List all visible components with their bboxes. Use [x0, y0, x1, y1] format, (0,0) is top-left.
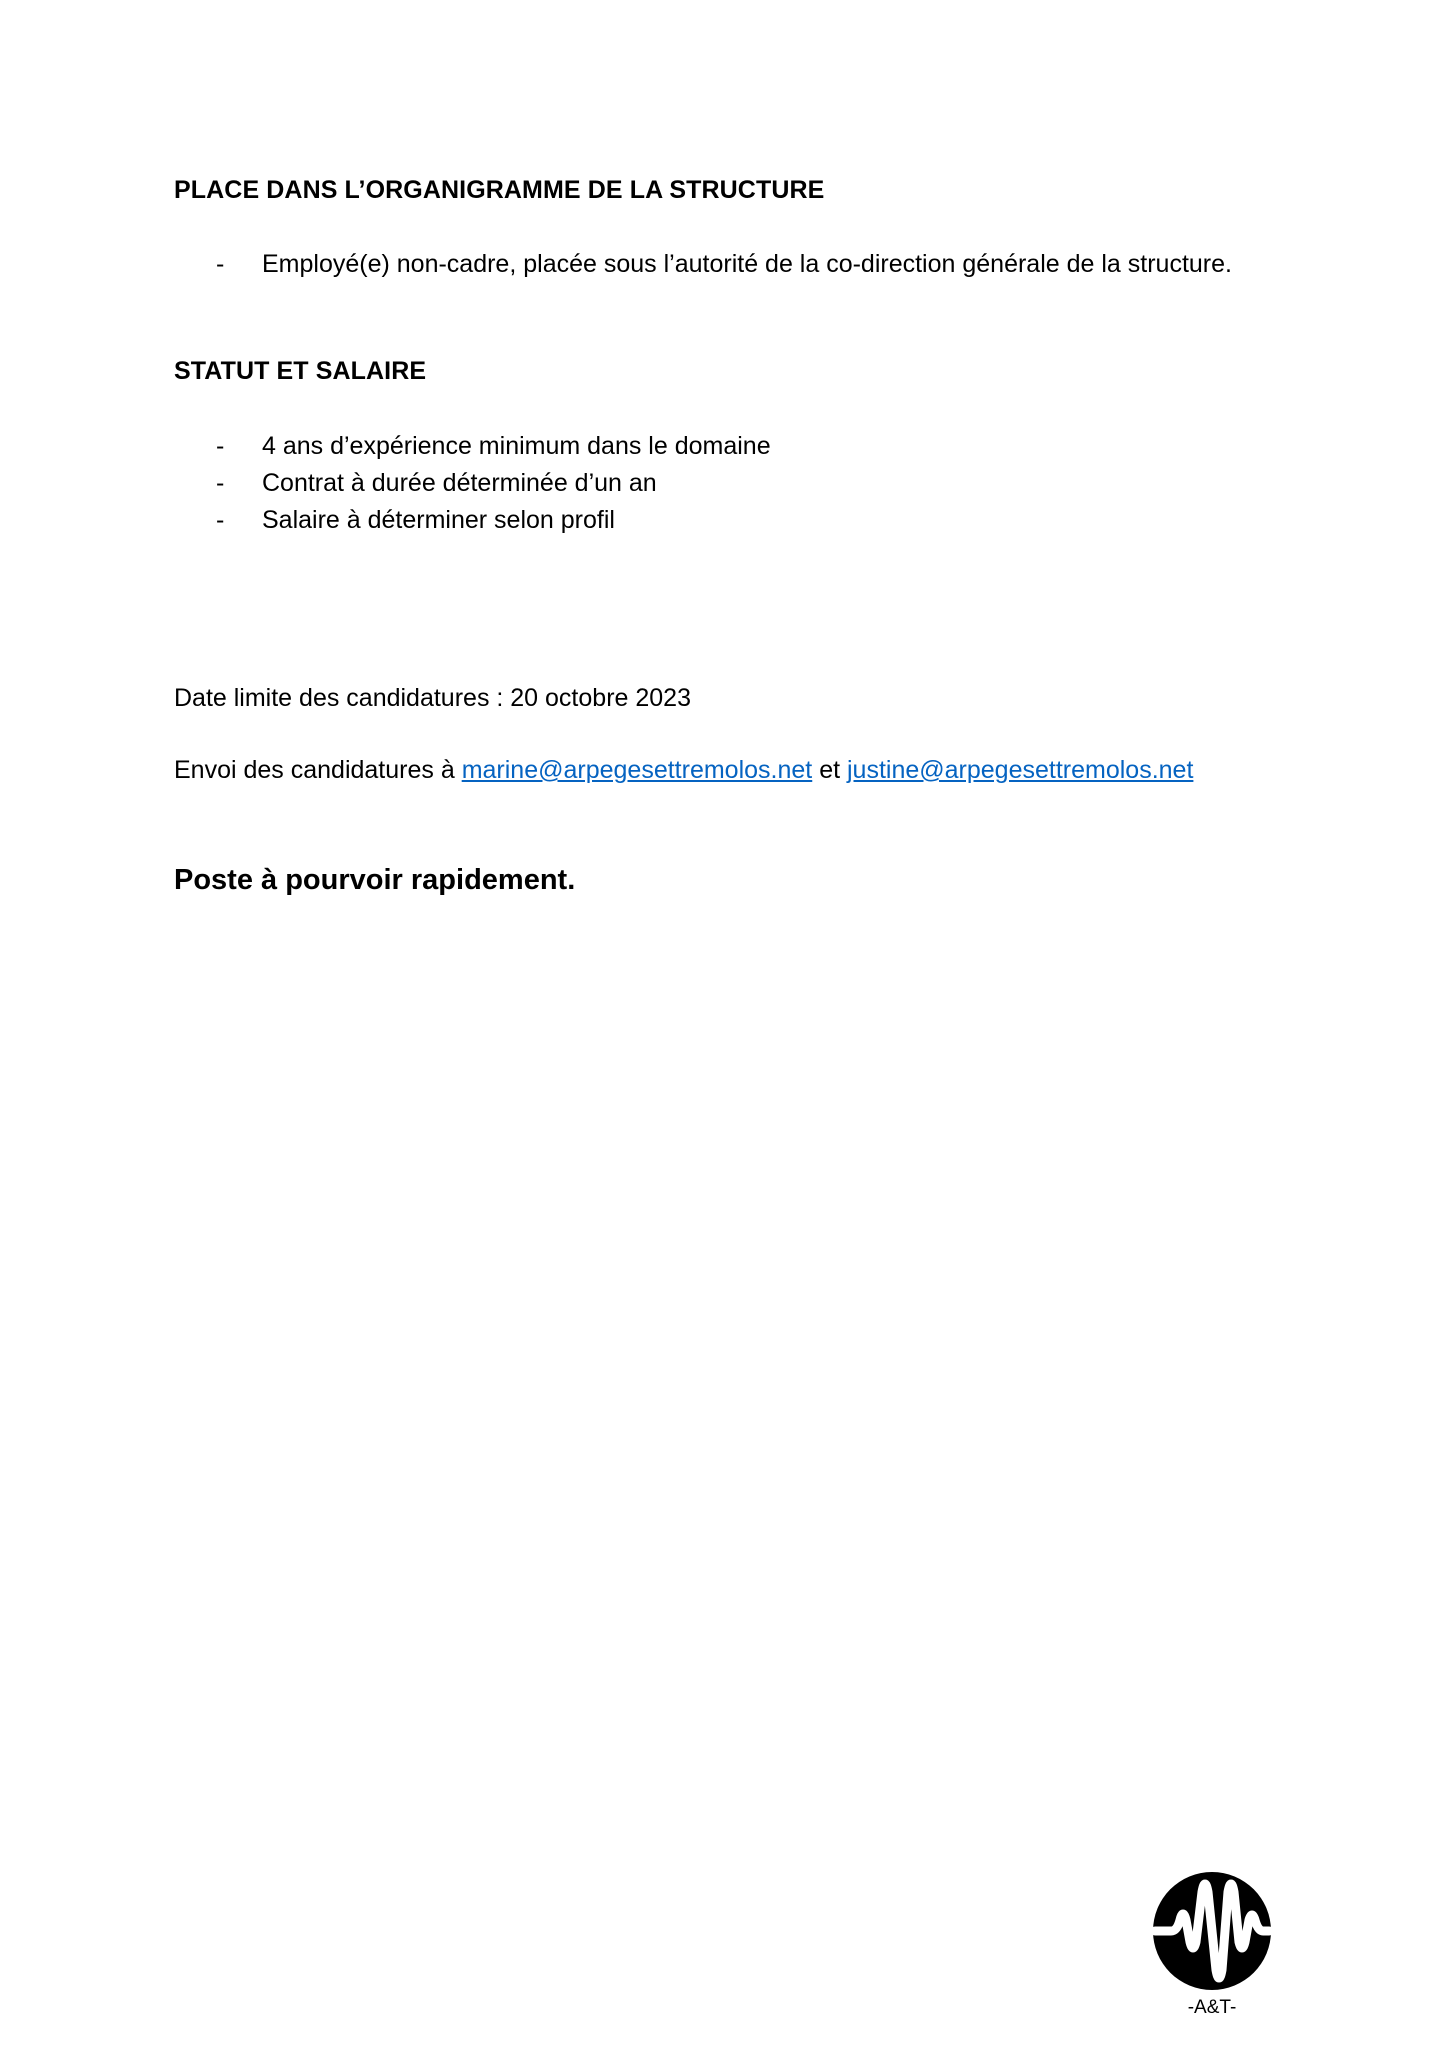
email-link-marine[interactable]: marine@arpegesettremolos.net: [461, 756, 813, 784]
status-list: [174, 428, 1262, 539]
dash-bullet: -: [216, 506, 225, 534]
contact-separator: et: [812, 756, 847, 784]
list-item-text: Contrat à durée déterminée d’un an: [262, 469, 657, 497]
logo-caption: -A&T-: [1187, 1997, 1237, 2018]
contact-prefix: Envoi des candidatures à: [174, 756, 462, 784]
contact-line: [174, 756, 1193, 785]
list-item: [174, 246, 1262, 283]
list-item: [174, 465, 1262, 502]
list-item-text: 4 ans d’expérience minimum dans le domaine: [262, 432, 771, 460]
waveform-logo-icon: [1151, 1870, 1273, 2020]
dash-bullet: -: [216, 469, 225, 497]
list-item: [174, 428, 1262, 465]
closing-statement: Poste à pourvoir rapidement.: [174, 864, 576, 896]
section-heading-status: STATUT ET SALAIRE: [174, 357, 427, 385]
list-item: [174, 502, 1262, 539]
dash-bullet: -: [216, 250, 225, 278]
email-link-justine[interactable]: justine@arpegesettremolos.net: [847, 756, 1194, 784]
list-item-text: Salaire à déterminer selon profil: [262, 506, 615, 534]
org-list: [174, 246, 1262, 283]
list-item-text: Employé(e) non-cadre, placée sous l’autorité de la co-direction générale de la structure.: [262, 250, 1232, 278]
dash-bullet: -: [216, 432, 225, 460]
deadline-text: Date limite des candidatures : 20 octobre 2023: [174, 684, 691, 712]
section-heading-org: PLACE DANS L’ORGANIGRAMME DE LA STRUCTURE: [174, 176, 825, 204]
